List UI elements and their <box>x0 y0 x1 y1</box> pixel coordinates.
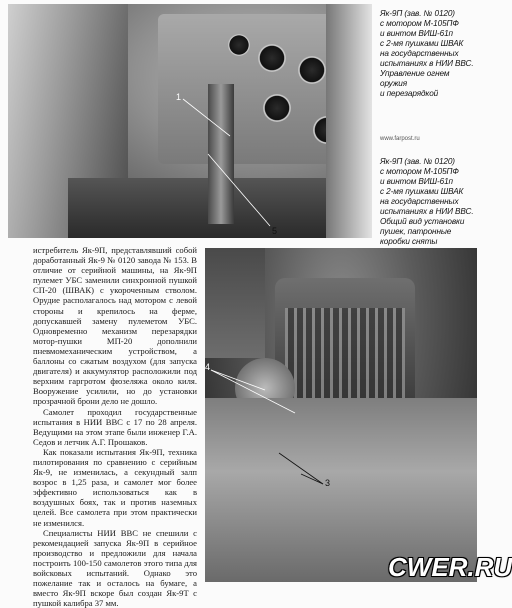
callout-1: 1 <box>176 92 182 102</box>
caption-line: с 2-мя пушками ШВАК <box>380 39 464 48</box>
callout-3: 3 <box>325 478 331 488</box>
callout-lines <box>205 248 477 582</box>
caption-guns <box>380 157 476 247</box>
engine-photo <box>205 248 477 582</box>
caption-line: на государственных <box>380 49 459 58</box>
site-url: www.farpost.ru <box>380 136 420 142</box>
caption-line: испытаниях в НИИ ВВС. <box>380 59 474 68</box>
caption-line: Як-9П (зав. № 0120) <box>380 157 455 166</box>
caption-line: Управление огнем оружия <box>380 69 450 88</box>
paragraph: истребитель Як-9П, представлявший собой доработанный Як-9 № 0120 завода № 153. В отличие от серийной машины, на Як-9П пулемет УБС заменили синхронной пушкой СП-20 (ШВАК) с укороченным стволом. Орудие располагалось над мотором с левой стороны и крепилось на ферме, допускавшей замену пулеметом УБС. Одновременно механизм перезарядки мотор-пушки МП-20 дополнили пневмомеханическим устройством, а баллоны со сжатым воздухом (для запуска двигателя) и аккумулятор расположили под верхним гаргротом фюзеляжа около киля. Вооружение усилили, но до установки прозрачной брони дело не дошло. <box>33 245 197 407</box>
caption-line: испытаниях в НИИ ВВС. <box>380 207 474 216</box>
cockpit-photo <box>8 4 372 238</box>
watermark-logo: CWER.RU <box>388 552 512 582</box>
caption-line: пушек, патронные <box>380 227 452 236</box>
paragraph: Самолет проходил государственные испытания в НИИ ВВС с 17 по 28 апреля. Ведущими на этом этапе были инженер Г.А. Седов и летчик А.Г. Прошаков. <box>33 406 197 447</box>
caption-line: с мотором М-105ПФ <box>380 167 459 176</box>
caption-line: и винтом ВИШ-61п <box>380 29 453 38</box>
caption-line: и перезарядкой <box>380 89 439 98</box>
caption-line: коробки сняты <box>380 237 438 246</box>
caption-line: Як-9П (зав. № 0120) <box>380 9 455 18</box>
caption-cockpit <box>380 9 476 99</box>
callout-5: 5 <box>272 226 278 236</box>
paragraph: Как показали испытания Як-9П, техника пилотирования по сравнению с серийным Як-9, не изменилась, а секундный залп возрос в 1,25 раза, и самолет мог более эффективно использоваться как в воздушных боях, так и против наземных целей. Все самолета при этом практически не изменился. <box>33 446 197 528</box>
callout-4: 4 <box>205 362 211 372</box>
caption-line: на государственных <box>380 197 459 206</box>
callout-lines <box>8 4 372 238</box>
caption-line: с мотором М-105ПФ <box>380 19 459 28</box>
paragraph: Специалисты НИИ ВВС не спешили с рекомендацией запуска Як-9П в серийное производство и предложили для начала построить 100-150 самолетов этого типа для войсковых испытаний. Однако это пожелание так и осталось на бумаге, а вместо Як-9П вскоре был создан Як-9Т с пушкой калибра 37 мм. <box>33 527 197 608</box>
caption-line: Общий вид установки <box>380 217 465 226</box>
caption-line: с 2-мя пушками ШВАК <box>380 187 464 196</box>
article-body <box>33 245 197 608</box>
caption-line: и винтом ВИШ-61п <box>380 177 453 186</box>
